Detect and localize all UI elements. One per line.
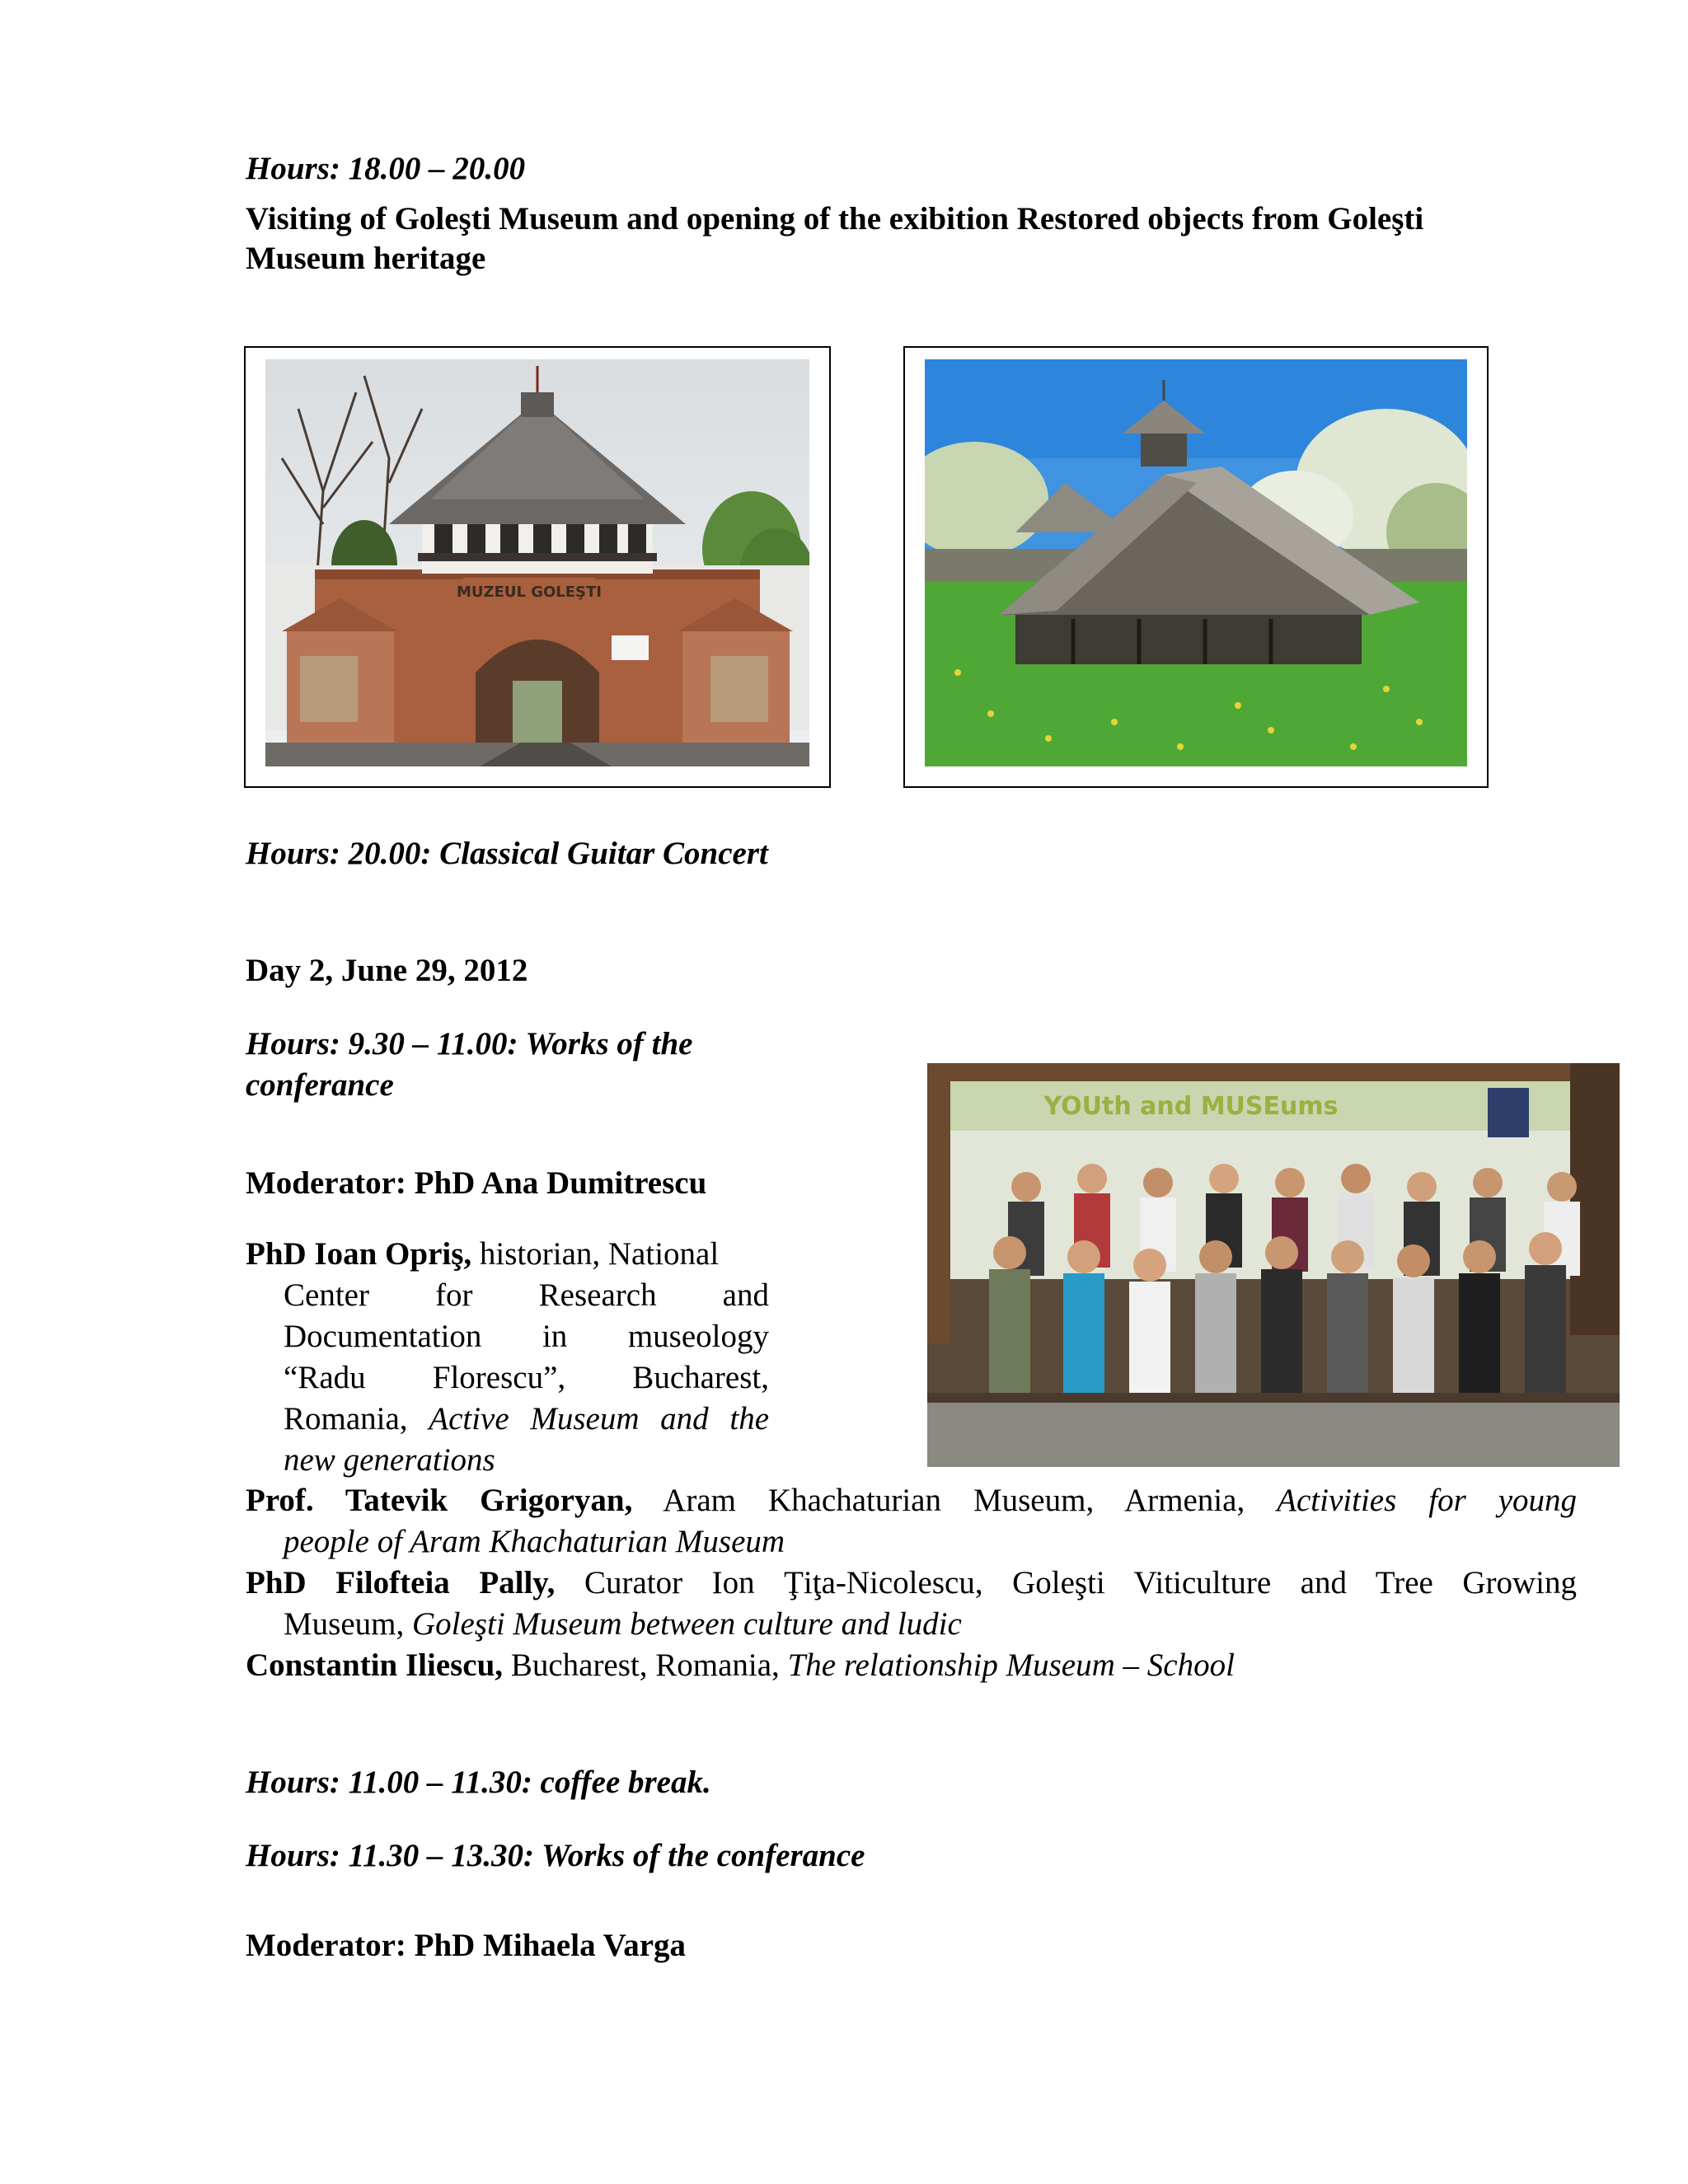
entry-oprisi-line5	[246, 1399, 769, 1440]
entry-oprisi	[246, 1234, 769, 1481]
entry-oprisi-line1	[246, 1234, 769, 1275]
entry-pally-line1	[246, 1563, 1577, 1604]
entry-oprisi-text1: historian, National	[479, 1236, 720, 1272]
concert-heading: Hours: 20.00: Classical Guitar Concert	[246, 836, 768, 871]
moderator-1: Moderator: PhD Ana Dumitrescu	[246, 1165, 707, 1201]
photo-frame-gate	[244, 346, 831, 788]
entry-pally	[246, 1563, 1577, 1645]
entry-grigoryan-text: Aram Khachaturian Museum, Armenia,	[663, 1483, 1245, 1518]
entry-iliescu-name: Constantin Iliescu,	[246, 1647, 504, 1683]
entry-oprisi-line4: “Radu Florescu”, Bucharest,	[284, 1360, 769, 1395]
group-photo	[927, 1063, 1620, 1467]
entry-oprisi-title-a: Active Museum and the	[429, 1401, 769, 1436]
visit-title-line1: Visiting of Goleşti Museum and opening of the exibition Restored objects from Goleşti	[246, 201, 1424, 237]
entry-grigoryan	[246, 1480, 1577, 1563]
coffee-break: Hours: 11.00 – 11.30: coffee break.	[246, 1765, 711, 1800]
entry-oprisi-text5: Romania,	[284, 1401, 408, 1436]
visit-title-line2: Museum heritage	[246, 241, 486, 276]
day2-heading: Day 2, June 29, 2012	[246, 953, 528, 988]
museum-gate-photo	[265, 359, 809, 766]
entry-grigoryan-title-b: people of Aram Khachaturian Museum	[284, 1524, 785, 1559]
photo-frame-shelter	[903, 346, 1489, 788]
entry-oprisi-line3: Documentation in museology	[284, 1319, 769, 1354]
entry-iliescu	[246, 1645, 1235, 1686]
entry-pally-name: PhD Filofteia Pally,	[246, 1565, 556, 1601]
entry-pally-line2	[246, 1604, 1577, 1645]
entry-pally-title: Goleşti Museum between culture and ludic	[412, 1606, 962, 1642]
entry-grigoryan-name: Prof. Tatevik Grigoryan,	[246, 1483, 633, 1518]
entry-iliescu-title: The relationship Museum – School	[787, 1647, 1235, 1683]
hours-heading-1: Hours: 18.00 – 20.00	[246, 151, 526, 186]
banner-text: YOUth and MUSEums	[1043, 1092, 1339, 1121]
gate-sign-text: MUZEUL GOLEŞTI	[456, 583, 603, 601]
session1-line2: conferance	[246, 1067, 394, 1103]
entry-oprisi-name: PhD Ioan Opriş,	[246, 1236, 472, 1272]
session2-heading: Hours: 11.30 – 13.30: Works of the conferance	[246, 1838, 865, 1873]
entry-pally-text2: Museum,	[284, 1606, 405, 1642]
entry-pally-text: Curator Ion Ţiţa-Nicolescu, Goleşti Viticulture and Tree Growing	[584, 1565, 1578, 1601]
wooden-shelter-photo	[925, 359, 1467, 766]
entry-grigoryan-title-a: Activities for young	[1277, 1483, 1578, 1518]
entry-oprisi-line2: Center for Research and	[284, 1277, 769, 1313]
entry-oprisi-title-b: new generations	[284, 1442, 495, 1478]
entry-iliescu-text: Bucharest, Romania,	[510, 1647, 780, 1683]
entry-grigoryan-line1	[246, 1480, 1577, 1521]
moderator-2: Moderator: PhD Mihaela Varga	[246, 1928, 687, 1963]
session1-line1: Hours: 9.30 – 11.00: Works of the	[246, 1026, 693, 1062]
